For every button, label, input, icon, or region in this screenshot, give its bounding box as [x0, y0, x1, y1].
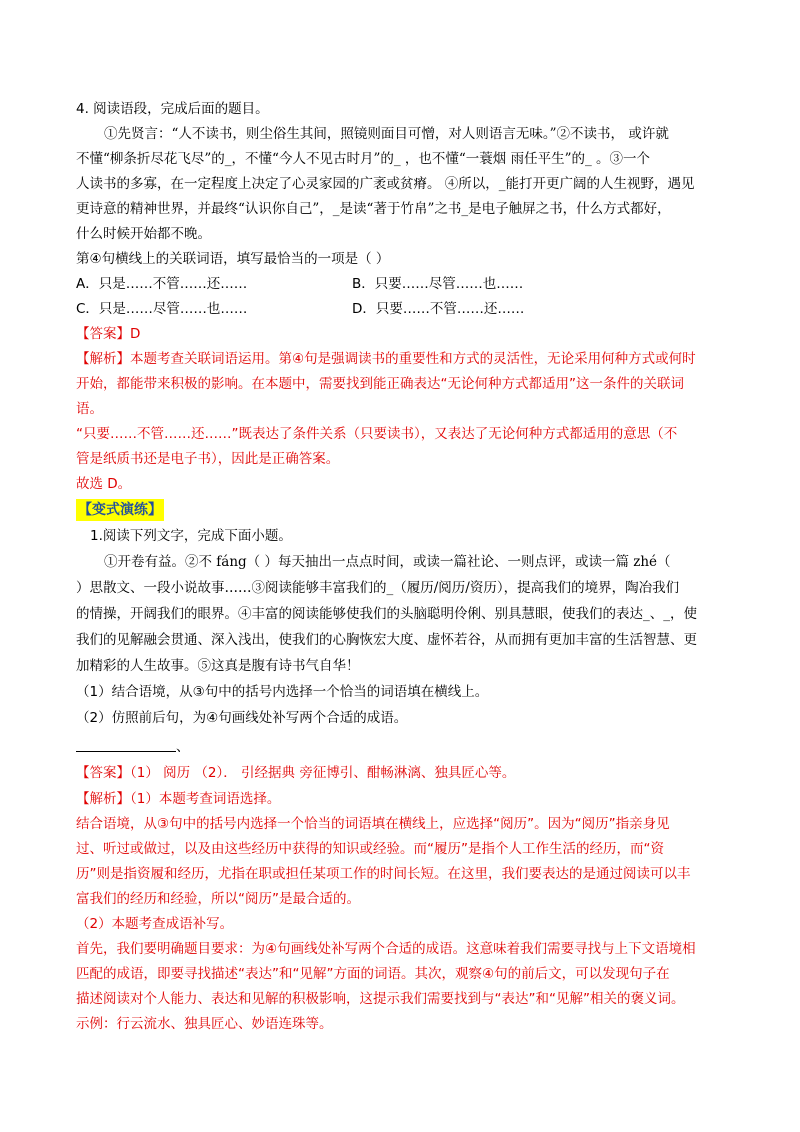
- variant-analysis-line-2: 结合语境，从③句中的括号内选择一个恰当的词语填在横线上，应选择“阅历”。因为“阅历”指亲身见: [76, 816, 670, 832]
- variant-analysis-line-3: 过、听过或做过，以及由这些经历中获得的知识或经验。而“履历”是指个人工作生活的经历，而“资: [76, 841, 664, 857]
- q4-passage-line-1: ①先贤言：“人不读书，则尘俗生其间，照镜则面目可憎，对人则语言无味。”②不读书， 或许就: [104, 126, 669, 142]
- q4-passage-line-3: 人读书的多寡，在一定程度上决定了心灵家园的广袤或贫瘠。 ④所以，_能打开更广阔的人生视野，遇见: [76, 176, 695, 192]
- q4-question: 第④句横线上的关联词语，填写最恰当的一项是（ ）: [76, 251, 390, 267]
- variant-passage-line-3: 的情操，开阔我们的眼界。④丰富的阅读能够使我们的头脑聪明伶俐、别具慧眼，使我们的表达_、_，使: [76, 606, 697, 622]
- q4-analysis-line-1: [76, 349, 696, 369]
- q4-option-b: B．只要……尽管……也……: [352, 276, 524, 292]
- q4-answer-value: D: [130, 326, 141, 342]
- q4-option-d: D．只要……不管……还……: [352, 301, 525, 317]
- variant-answer-tag: 【答案】: [76, 765, 130, 781]
- q4-analysis-line-4: “只要……不管……还……”既表达了条件关系（只要读书），又表达了无论何种方式都适用的意思（不: [76, 426, 678, 442]
- q4-option-a: A．只是……不管……还……: [76, 276, 248, 292]
- answer-blank-line: [76, 751, 176, 752]
- variant-title: 1.阅读下列文字，完成下面小题。: [90, 528, 292, 544]
- blank-separator: 、: [176, 739, 190, 755]
- variant-passage-line-1: ①开卷有益。②不 fáng（ ）每天抽出一点点时间，或读一篇社论、一则点评，或读一篇 zhé（: [104, 554, 671, 570]
- q4-passage-line-5: 什么时候开始都不晚。: [76, 226, 211, 242]
- variant-question-1: （1）结合语境，从③句中的括号内选择一个恰当的词语填在横线上。: [76, 684, 489, 700]
- variant-heading: 【变式演练】: [76, 499, 164, 521]
- q4-analysis-line-2: 开始，都能带来积极的影响。在本题中，需要找到能正确表达“无论何种方式都适用”这一条件的关联词: [76, 376, 684, 392]
- q4-analysis-tag: 【解析】: [76, 351, 130, 367]
- variant-analysis-line-5: 富我们的经历和经验，所以“阅历”是最合适的。: [76, 891, 360, 907]
- variant-question-2: （2）仿照前后句，为④句画线处补写两个合适的成语。: [76, 710, 408, 726]
- variant-analysis-line-9: 描述阅读对个人能力、表达和见解的积极影响，这提示我们需要找到与“表达”和“见解”相关的褒义词。: [76, 991, 685, 1007]
- q4-analysis-line-3: 语。: [76, 401, 103, 417]
- q4-analysis-text: 本题考查关联词语运用。第④句是强调读书的重要性和方式的灵活性，无论采用何种方式或何时: [130, 351, 696, 367]
- variant-analysis-line-8: 匹配的成语，即要寻找描述“表达”和“见解”方面的词语。其次，观察④句的前后文，可以发现句子在: [76, 966, 670, 982]
- variant-analysis-line-7: 首先，我们要明确题目要求：为④句画线处补写两个合适的成语。这意味着我们需要寻找与上下文语境相: [76, 941, 696, 957]
- q4-title: 4. 阅读语段，完成后面的题目。: [76, 101, 269, 117]
- q4-answer: [76, 324, 140, 344]
- variant-analysis-tag: 【解析】: [76, 791, 130, 807]
- variant-analysis-line-6: （2）本题考查成语补写。: [76, 916, 234, 932]
- variant-analysis-line-1: [76, 789, 280, 809]
- q4-passage-line-2: 不懂“柳条折尽花飞尽”的_，不懂“今人不见古时月”的_ ，也不懂“一蓑烟 雨任平生”的_ 。③一个: [76, 151, 651, 167]
- variant-answer: [76, 763, 515, 783]
- variant-analysis-line-10: 示例：行云流水、独具匠心、妙语连珠等。: [76, 1016, 333, 1032]
- q4-analysis-line-6: 故选 D。: [76, 476, 132, 492]
- variant-passage-line-2: ）思散文、一段小说故事……③阅读能够丰富我们的_（履历/阅历/资历），提高我们的境界，陶冶我们: [76, 580, 680, 596]
- variant-analysis-first: （1）本题考查词语选择。: [130, 791, 281, 807]
- q4-analysis-line-5: 管是纸质书还是电子书），因此是正确答案。: [76, 451, 340, 467]
- q4-option-c: C．只是……尽管……也……: [76, 301, 248, 317]
- variant-passage-line-4: 我们的见解融会贯通、深入浅出，使我们的心胸恢宏大度、虚怀若谷，从而拥有更加丰富的生活智慧、更: [76, 632, 697, 648]
- variant-analysis-line-4: 历”则是指资履和经历，尤指在职或担任某项工作的时间长短。在这里，我们要表达的是通过阅读可以丰: [76, 866, 691, 882]
- variant-answer-text: （1） 阅历 （2）． 引经据典 旁征博引、酣畅淋漓、独具匠心等。: [130, 765, 516, 781]
- q4-passage-line-4: 更诗意的精神世界，并最终“认识你自己”，_是读“著于竹帛”之书_是电子触屏之书，什么方式都好，: [76, 201, 671, 217]
- variant-passage-line-5: 加精彩的人生故事。⑤这真是腹有诗书气自华！: [76, 658, 360, 674]
- q4-answer-tag: 【答案】: [76, 326, 130, 342]
